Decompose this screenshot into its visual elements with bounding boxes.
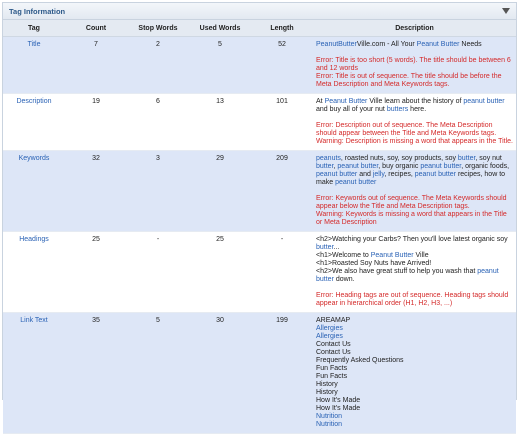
column-header-count: Count — [65, 20, 127, 37]
link-text-item[interactable]: Allergies — [316, 333, 343, 340]
description-segment: ... — [333, 244, 340, 251]
description-segment: Ville — [413, 252, 429, 259]
description-line — [316, 41, 513, 49]
tag-information-panel — [2, 2, 517, 428]
description-line — [316, 260, 513, 268]
panel-header — [3, 3, 516, 20]
table-row-description — [3, 94, 516, 151]
keyword-link[interactable]: PeanutButter — [316, 41, 357, 48]
keyword-link[interactable]: peanut butter — [316, 171, 358, 178]
keyword-link[interactable]: jelly — [372, 171, 385, 178]
description-segment: , recipes, — [384, 171, 415, 178]
description-segment: <h1>Welcome to — [316, 252, 371, 259]
collapse-triangle-icon[interactable] — [502, 8, 510, 14]
description-segment: , soy nut — [475, 155, 502, 162]
column-header-tag: Tag — [3, 20, 65, 37]
keyword-link[interactable]: peanut butter — [414, 171, 457, 178]
description-text — [316, 155, 513, 187]
error-message: Error: Keywords out of sequence. The Meta Keywords should appear below the Title and Meta Description tags. — [316, 195, 507, 210]
error-message: Error: Title is out of sequence. The title should be before the Meta Description and Meta Keywords tags. — [316, 73, 502, 88]
panel-title: Tag Information — [9, 6, 66, 16]
error-message: Error: Heading tags are out of sequence. Heading tags should appear in hierarchical order (H1, H2, H3, ...) — [316, 292, 509, 307]
keyword-link[interactable]: peanuts — [316, 155, 341, 162]
tag-cell — [3, 232, 65, 313]
description-segment: <h2>Watching your Carbs? Then you'll love latest organic soy — [316, 236, 508, 243]
description-text — [316, 98, 513, 114]
link-text-item[interactable]: Nutrition — [316, 413, 343, 420]
link-text-item: How It's Made — [316, 405, 361, 412]
error-message: Warning: Keywords is missing a word that appears in the Title or Meta Description — [316, 211, 507, 226]
description-segment: Ville learn about the history of — [367, 98, 464, 105]
link-text-item[interactable]: Nutrition — [316, 421, 343, 428]
keyword-link[interactable]: Peanut Butter — [324, 98, 368, 105]
stop-words-cell: 6 — [127, 94, 189, 151]
keyword-link[interactable]: butter — [316, 244, 334, 251]
description-segment: <h2>We also have great stuff to help you wash that — [316, 268, 478, 275]
description-segment: Needs — [459, 41, 482, 48]
error-messages — [316, 195, 513, 227]
keyword-link[interactable]: butters — [386, 106, 409, 113]
table-header-row — [3, 20, 516, 37]
tag-link-link-text[interactable]: Link Text — [20, 317, 48, 324]
error-message: Error: Title is too short (5 words). The title should be between 6 and 12 words — [316, 57, 511, 72]
link-text-item: AREAMAP — [316, 317, 351, 324]
description-segment: here. — [408, 106, 427, 113]
description-segment: Ville.com - All Your — [356, 41, 417, 48]
tag-link-title[interactable]: Title — [27, 41, 41, 48]
count-cell: 7 — [65, 37, 127, 94]
keyword-link[interactable]: Peanut Butter — [416, 41, 460, 48]
description-text — [316, 41, 513, 49]
table-row-headings — [3, 232, 516, 313]
description-line — [316, 236, 513, 252]
link-text-item: History — [316, 381, 338, 388]
link-text-item: How It's Made — [316, 397, 361, 404]
description-segment: , roasted nuts, soy, soy products, soy — [340, 155, 458, 162]
description-line — [316, 155, 513, 187]
used-words-cell: 13 — [189, 94, 251, 151]
length-cell: - — [251, 232, 313, 313]
link-text-item: Contact Us — [316, 349, 351, 356]
tag-link-keywords[interactable]: Keywords — [18, 155, 50, 162]
description-segment: , buy organic — [378, 163, 421, 170]
description-text — [316, 236, 513, 284]
used-words-cell: 30 — [189, 313, 251, 434]
description-segment: At — [316, 98, 325, 105]
link-text-item: Contact Us — [316, 341, 351, 348]
tag-link-description[interactable]: Description — [16, 98, 52, 105]
description-segment: recipes, how to make — [316, 171, 506, 186]
keyword-link[interactable]: peanut butter — [463, 98, 505, 105]
tag-table — [3, 20, 516, 434]
error-messages — [316, 292, 513, 308]
stop-words-cell: - — [127, 232, 189, 313]
keyword-link[interactable]: butter — [457, 155, 476, 162]
table-row-title — [3, 37, 516, 94]
tag-link-headings[interactable]: Headings — [19, 236, 49, 243]
keyword-link[interactable]: peanut butter — [335, 179, 377, 186]
length-cell: 209 — [251, 151, 313, 232]
keyword-link[interactable]: peanut butter — [337, 163, 379, 170]
used-words-cell: 5 — [189, 37, 251, 94]
count-cell: 25 — [65, 232, 127, 313]
count-cell: 35 — [65, 313, 127, 434]
description-segment: down. — [333, 276, 355, 283]
keyword-link[interactable]: peanut butter — [316, 268, 499, 283]
description-line — [316, 98, 513, 114]
length-cell: 101 — [251, 94, 313, 151]
count-cell: 19 — [65, 94, 127, 151]
description-cell — [313, 151, 516, 232]
link-text-item: Fun Facts — [316, 373, 348, 380]
column-header-stop-words: Stop Words — [127, 20, 189, 37]
stop-words-cell: 2 — [127, 37, 189, 94]
length-cell: 199 — [251, 313, 313, 434]
tag-cell — [3, 151, 65, 232]
error-message: Error: Description out of sequence. The Meta Description should appear between the Title and Meta Keywords tags. — [316, 122, 497, 137]
stop-words-cell: 5 — [127, 313, 189, 434]
error-messages — [316, 57, 513, 89]
description-line — [316, 268, 513, 284]
tag-cell — [3, 94, 65, 151]
tag-cell — [3, 37, 65, 94]
count-cell: 32 — [65, 151, 127, 232]
description-segment: , organic foods, — [461, 163, 510, 170]
description-cell — [313, 94, 516, 151]
error-messages — [316, 122, 513, 146]
link-text-item[interactable]: Allergies — [316, 325, 343, 332]
description-segment: and — [357, 171, 373, 178]
description-cell — [313, 37, 516, 94]
link-text-item: History — [316, 389, 338, 396]
used-words-cell: 29 — [189, 151, 251, 232]
error-message: Warning: Description is missing a word that appears in the Title. — [316, 138, 513, 145]
length-cell: 52 — [251, 37, 313, 94]
used-words-cell: 25 — [189, 232, 251, 313]
description-segment: , — [333, 163, 338, 170]
description-segment: and buy all of your nut — [316, 106, 387, 113]
table-row-link-text — [3, 313, 516, 434]
link-text-item: Fun Facts — [316, 365, 348, 372]
tag-cell — [3, 313, 65, 434]
column-header-description: Description — [313, 20, 516, 37]
keyword-link[interactable]: butter — [316, 163, 334, 170]
link-text-item: Frequently Asked Questions — [316, 357, 404, 364]
keyword-link[interactable]: Peanut Butter — [370, 252, 414, 259]
column-header-used-words: Used Words — [189, 20, 251, 37]
description-line — [316, 252, 513, 260]
column-header-length: Length — [251, 20, 313, 37]
table-row-keywords — [3, 151, 516, 232]
link-text-list-cell — [313, 313, 516, 434]
stop-words-cell: 3 — [127, 151, 189, 232]
description-cell — [313, 232, 516, 313]
keyword-link[interactable]: peanut butter — [420, 163, 462, 170]
description-segment: <h1>Roasted Soy Nuts have Arrived! — [316, 260, 432, 267]
